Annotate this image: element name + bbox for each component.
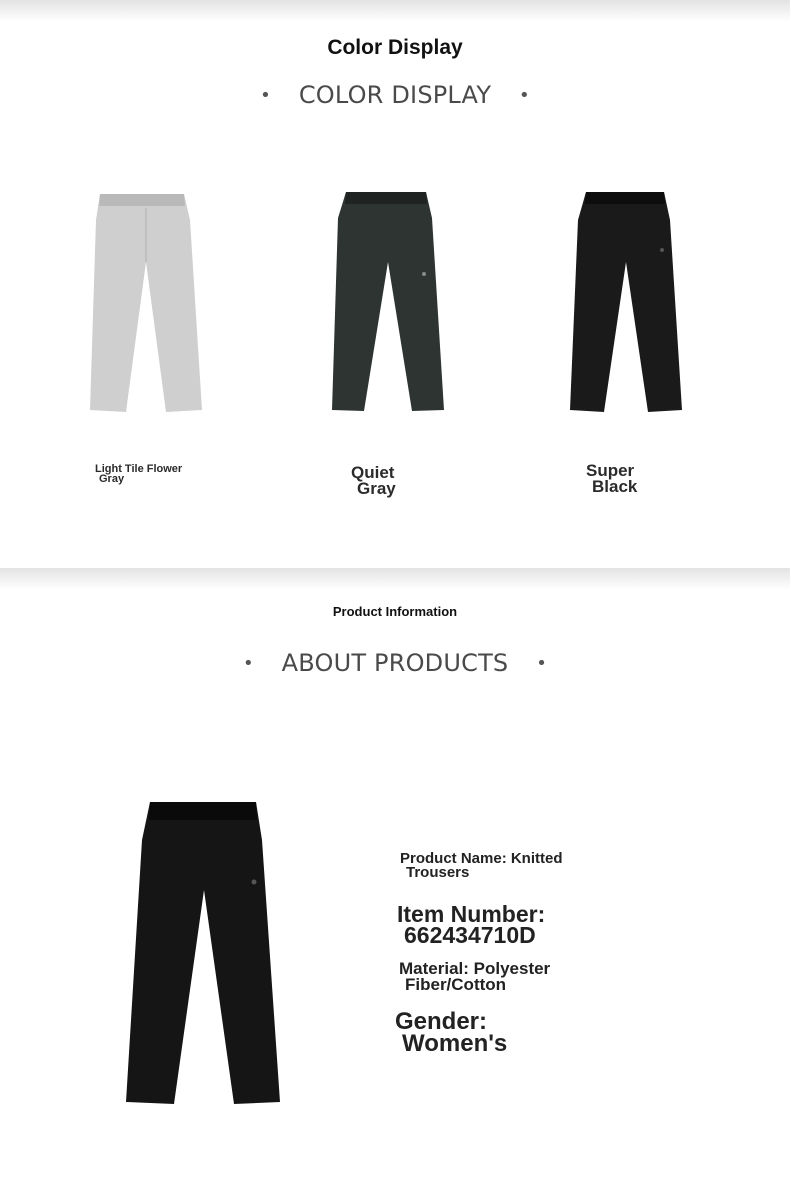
swatch-label-line1: Super [586,461,635,480]
material [399,961,550,992]
product-image [124,800,282,1106]
bullet-left: • [242,652,254,674]
swatch-label-line2: Black [592,477,638,497]
item-number-line1: Item Number: [397,901,546,927]
product-name [400,852,563,880]
top-band [0,0,790,22]
swatch-label-quiet-gray [351,465,396,497]
swatch-label-light-gray [95,464,182,485]
material-line2: Fiber/Cotton [405,974,507,994]
bullet-left: • [260,84,271,106]
pants-icon [328,188,446,412]
item-number [397,901,546,949]
product-name-line2: Trousers [406,863,470,881]
pants-icon [86,190,206,414]
material-line1: Material: Polyester [399,959,551,978]
product-name-line1: Product Name: Knitted [400,850,563,867]
swatch-image-quiet-gray [328,188,446,412]
swatch-label-line1: Light Tile Flower [95,463,183,475]
gender-line2: Women's [402,1030,508,1058]
swatch-image-light-gray [86,190,206,414]
swatch-image-super-black [566,190,684,414]
product-information-title: Product Information [332,604,458,619]
bullet-right: • [536,652,548,674]
pants-icon [566,190,684,414]
swatch-label-super-black [586,463,637,495]
about-products-subtitle [0,648,790,677]
color-display-subtitle-text: COLOR DISPLAY [298,81,492,109]
gender-line1: Gender: [395,1008,488,1035]
swatch-label-line1: Quiet [351,463,395,482]
gender [395,1008,508,1058]
pants-icon [124,800,282,1106]
section-divider-band [0,568,790,590]
swatch-label-line2: Gray [357,479,396,499]
color-display-title: Color Display [327,36,463,59]
swatch-label-line2: Gray [99,473,125,486]
color-display-subtitle [0,80,790,109]
bullet-right: • [519,84,530,106]
item-number-line2: 662434710D [404,922,536,949]
about-products-subtitle-text: ABOUT PRODUCTS [281,649,509,677]
